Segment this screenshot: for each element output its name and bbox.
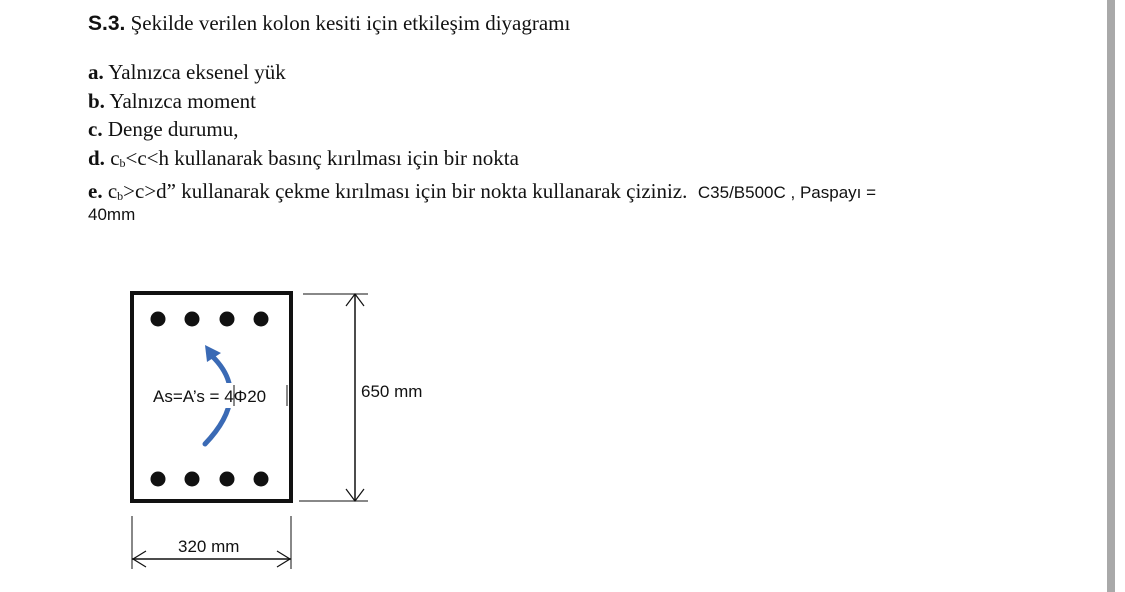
item-marker: e. xyxy=(88,179,103,203)
item-marker: a. xyxy=(88,60,104,84)
item-variable: c xyxy=(107,179,118,203)
rebar-dot xyxy=(220,312,235,327)
height-dimension xyxy=(299,294,368,501)
item-text: <c<h kullanarak basınç kırılması için bir nokta xyxy=(125,145,519,170)
height-dimension-label: 650 mm xyxy=(361,382,423,401)
rebar-dot xyxy=(254,472,269,487)
item-text: >c>d” kullanarak çekme kırılması için bir nokta kullanarak çiziniz. xyxy=(123,179,688,203)
item-text: Yalnızca moment xyxy=(109,88,257,113)
item-text: Denge durumu, xyxy=(107,117,239,141)
rebar-dot xyxy=(185,312,200,327)
question-title-text: Şekilde verilen kolon kesiti için etkileşim diyagramı xyxy=(130,11,571,35)
rebar-dot xyxy=(185,472,200,487)
rebar-dot xyxy=(220,472,235,487)
item-marker: c. xyxy=(88,117,103,141)
item-marker: d. xyxy=(88,145,105,170)
rebar-dot xyxy=(151,472,166,487)
rebar-dot xyxy=(151,312,166,327)
bottom-reinforcement xyxy=(151,472,269,487)
item-variable: c xyxy=(110,145,120,170)
top-reinforcement xyxy=(151,312,269,327)
item-subscript: b xyxy=(117,189,124,203)
item-marker: b. xyxy=(88,88,105,113)
material-spec: C35/B500C , Paspayı = xyxy=(697,183,877,202)
rebar-dot xyxy=(254,312,269,327)
cover-value: 40mm xyxy=(88,205,136,224)
item-text: Yalnızca eksenel yük xyxy=(108,60,286,84)
item-subscript: b xyxy=(119,155,126,170)
vertical-scrollbar[interactable] xyxy=(1107,0,1115,592)
question-number: S.3. xyxy=(88,12,126,35)
steel-area-label: As=A’s = 4Φ20 xyxy=(153,387,267,406)
width-dimension-label: 320 mm xyxy=(178,537,240,556)
